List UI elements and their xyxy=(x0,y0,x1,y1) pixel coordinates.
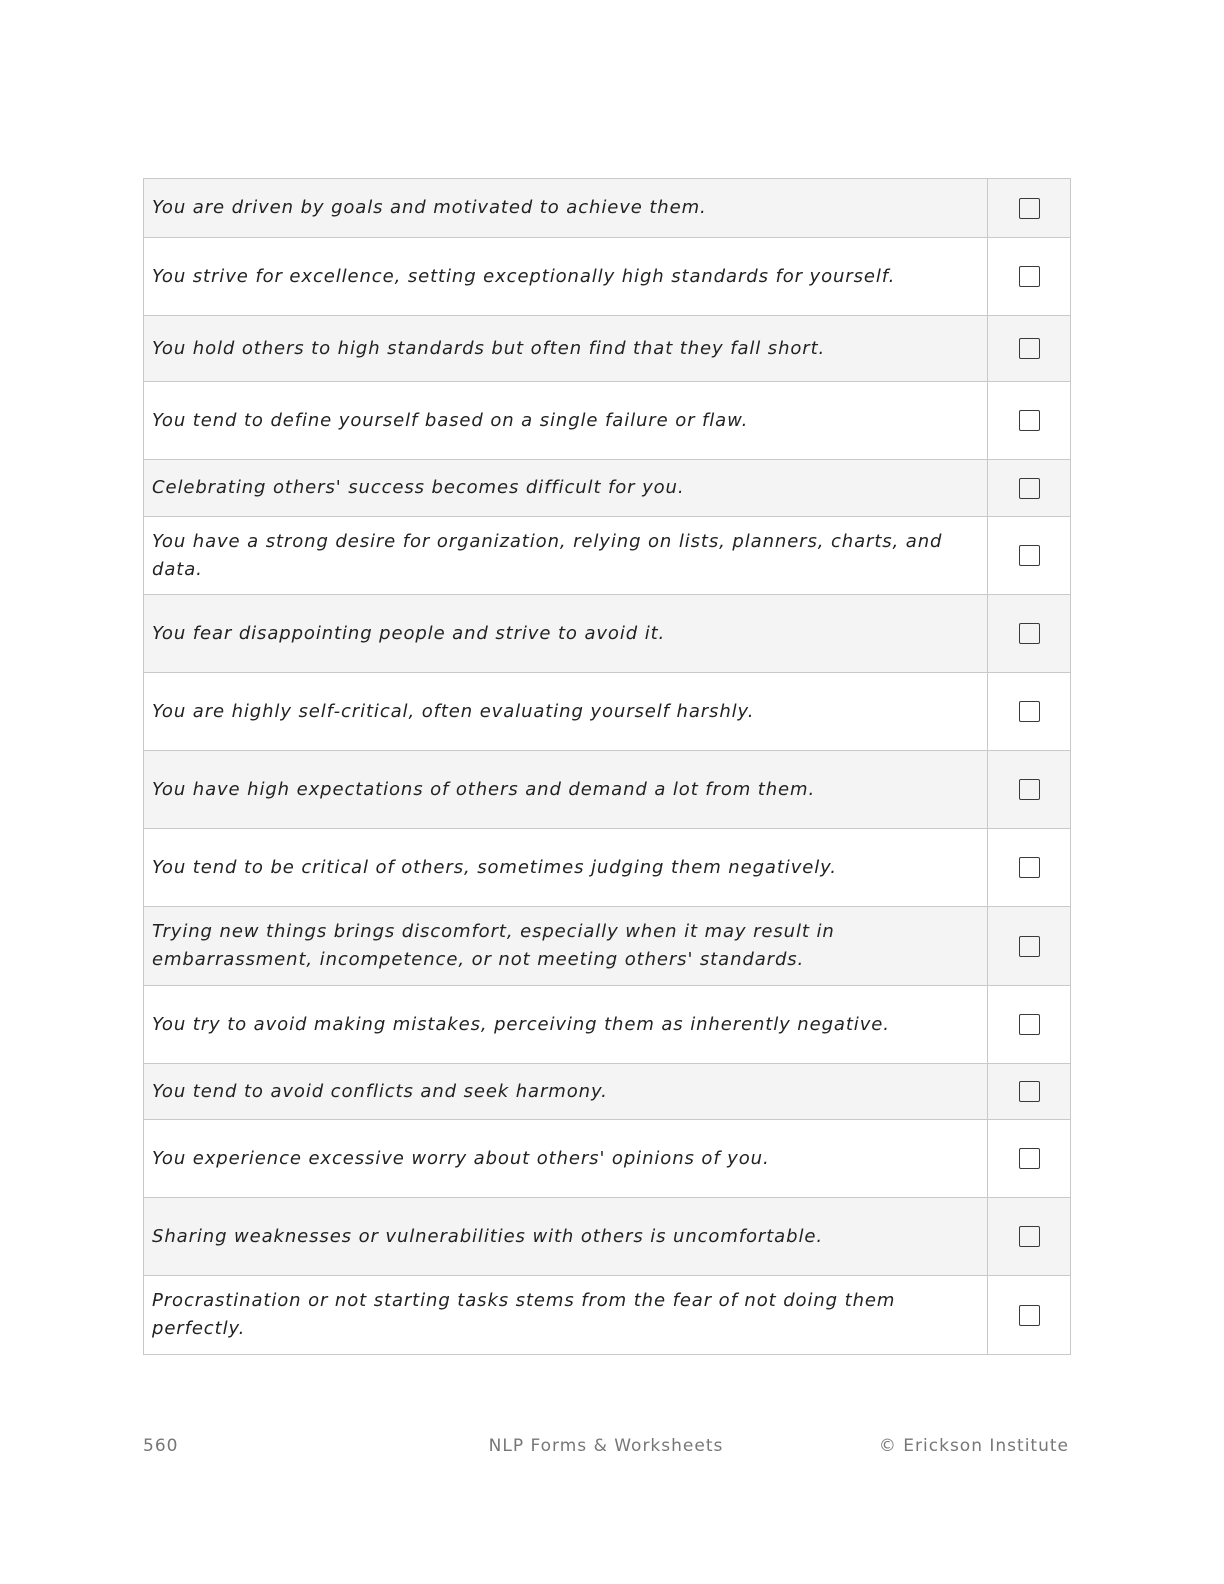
statement-checkbox[interactable] xyxy=(1019,198,1040,219)
checkbox-cell xyxy=(988,179,1070,237)
statement-text: Procrastination or not starting tasks stems from the fear of not doing them perfectly. xyxy=(144,1276,988,1354)
statement-text: You have a strong desire for organization, relying on lists, planners, charts, and data. xyxy=(144,517,988,594)
statement-checkbox[interactable] xyxy=(1019,266,1040,287)
checklist-row xyxy=(144,829,1070,907)
statement-text: You try to avoid making mistakes, perceiving them as inherently negative. xyxy=(144,986,988,1063)
statement-text: You are highly self-critical, often evaluating yourself harshly. xyxy=(144,673,988,750)
statement-text: You hold others to high standards but often find that they fall short. xyxy=(144,316,988,381)
checkbox-cell xyxy=(988,316,1070,381)
checklist-row xyxy=(144,460,1070,517)
statement-checkbox[interactable] xyxy=(1019,1081,1040,1102)
statement-checkbox[interactable] xyxy=(1019,338,1040,359)
checkbox-cell xyxy=(988,829,1070,906)
statement-checkbox[interactable] xyxy=(1019,410,1040,431)
statement-checkbox[interactable] xyxy=(1019,936,1040,957)
statement-checkbox[interactable] xyxy=(1019,779,1040,800)
checkbox-cell xyxy=(988,751,1070,828)
statement-text: You have high expectations of others and demand a lot from them. xyxy=(144,751,988,828)
statement-text: You tend to avoid conflicts and seek harmony. xyxy=(144,1064,988,1119)
checkbox-cell xyxy=(988,986,1070,1063)
statement-checkbox[interactable] xyxy=(1019,545,1040,566)
statement-checkbox[interactable] xyxy=(1019,623,1040,644)
statement-checkbox[interactable] xyxy=(1019,1305,1040,1326)
checklist-row xyxy=(144,1064,1070,1120)
statement-checkbox[interactable] xyxy=(1019,1014,1040,1035)
checkbox-cell xyxy=(988,673,1070,750)
checklist-row xyxy=(144,1198,1070,1276)
statement-text: Celebrating others' success becomes difficult for you. xyxy=(144,460,988,516)
statement-checkbox[interactable] xyxy=(1019,701,1040,722)
checklist-row xyxy=(144,517,1070,595)
checkbox-cell xyxy=(988,238,1070,315)
checklist-row xyxy=(144,907,1070,986)
checklist-row xyxy=(144,1276,1070,1355)
statement-checkbox[interactable] xyxy=(1019,1226,1040,1247)
statement-checkbox[interactable] xyxy=(1019,857,1040,878)
statement-text: Sharing weaknesses or vulnerabilities with others is uncomfortable. xyxy=(144,1198,988,1275)
statement-text: You fear disappointing people and strive to avoid it. xyxy=(144,595,988,672)
checkbox-cell xyxy=(988,595,1070,672)
checklist-row xyxy=(144,238,1070,316)
statement-text: You tend to define yourself based on a single failure or flaw. xyxy=(144,382,988,459)
checklist-row xyxy=(144,595,1070,673)
checkbox-cell xyxy=(988,382,1070,459)
statement-text: You experience excessive worry about others' opinions of you. xyxy=(144,1120,988,1197)
checklist-row xyxy=(144,986,1070,1064)
checkbox-cell xyxy=(988,907,1070,985)
page-number: 560 xyxy=(143,1436,179,1456)
checklist-row xyxy=(144,316,1070,382)
page-footer xyxy=(143,1436,1069,1460)
statement-checkbox[interactable] xyxy=(1019,478,1040,499)
statement-text: You are driven by goals and motivated to achieve them. xyxy=(144,179,988,237)
checklist-row xyxy=(144,179,1070,238)
statement-text: You tend to be critical of others, sometimes judging them negatively. xyxy=(144,829,988,906)
statement-text: You strive for excellence, setting exceptionally high standards for yourself. xyxy=(144,238,988,315)
checkbox-cell xyxy=(988,1276,1070,1354)
copyright-notice: © Erickson Institute xyxy=(878,1436,1069,1456)
checklist-row xyxy=(144,751,1070,829)
checklist-row xyxy=(144,673,1070,751)
checkbox-cell xyxy=(988,460,1070,516)
checklist-row xyxy=(144,1120,1070,1198)
checkbox-cell xyxy=(988,1064,1070,1119)
statement-checkbox[interactable] xyxy=(1019,1148,1040,1169)
book-title: NLP Forms & Worksheets xyxy=(488,1436,724,1456)
statement-text: Trying new things brings discomfort, especially when it may result in embarrassment, incompetence, or not meeting others' standards. xyxy=(144,907,988,985)
checklist-table xyxy=(143,178,1071,1355)
checklist-row xyxy=(144,382,1070,460)
checkbox-cell xyxy=(988,517,1070,594)
checkbox-cell xyxy=(988,1120,1070,1197)
checkbox-cell xyxy=(988,1198,1070,1275)
